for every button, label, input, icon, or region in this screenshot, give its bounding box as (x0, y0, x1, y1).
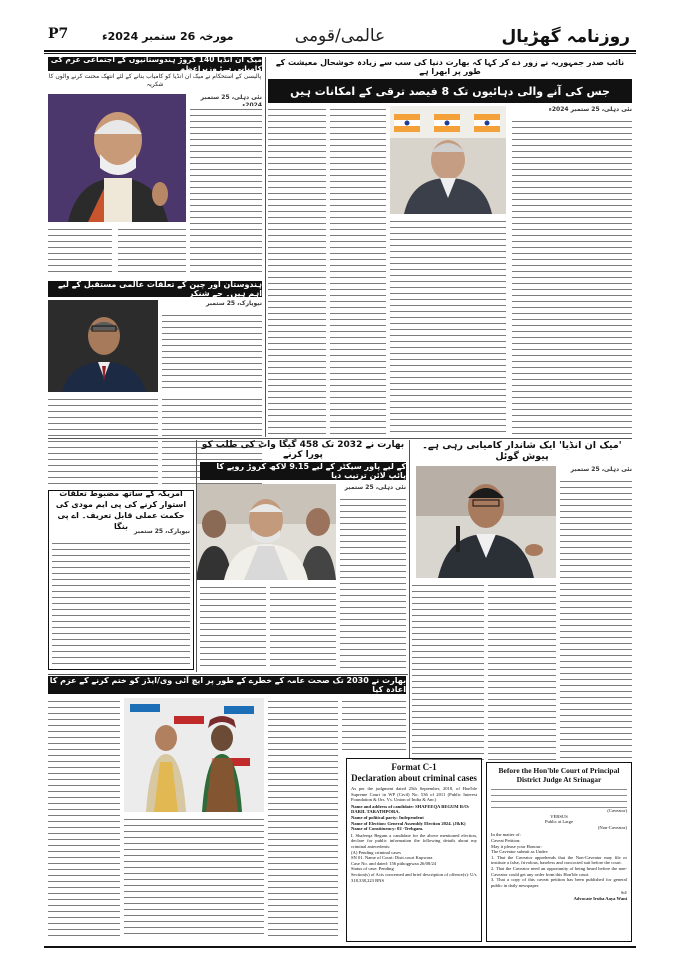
masthead (44, 24, 636, 50)
modi-column-1 (190, 106, 262, 276)
modi-photo (48, 94, 186, 222)
notice-intro: As per the judgment dated 25th September, 2018, of Hon'ble Supreme Court in WP (Civil) No. 536 of 2011 (Public Interest Foundation & Ors. Vs. Union of India & Anr.) (351, 786, 477, 803)
court-submit: The Caveator submit as Under: (491, 849, 549, 855)
page-bottom-rule (44, 946, 636, 948)
goyal-column-2 (488, 582, 556, 760)
masthead-rule-thin (44, 53, 636, 54)
power-minister-photo (196, 484, 336, 580)
goyal-dateline: نئی دہلی، 25 ستمبر (570, 466, 632, 473)
power-column-2 (270, 584, 336, 670)
newspaper-title: روزنامہ گھڑیال (501, 27, 630, 47)
criminal-declaration-notice (346, 758, 482, 942)
notice-format-title: Format C-1 (391, 762, 437, 772)
court-may: May it please your Honour: (491, 843, 542, 849)
goyal-photo (416, 466, 556, 578)
power-column-1 (340, 496, 406, 670)
goyal-column-3 (412, 582, 484, 760)
hiv-headline: بھارت نے 2030 تک صحت عامہ کے خطرے کے طور پر ایچ آئی وی/ایڈز کو ختم کرنے کے عزم کا اعادہ کیا (49, 676, 406, 694)
modi-column-3 (48, 226, 112, 276)
dhankhar-kicker: نائب صدر جمہوریہ نے زور دے کر کہا کہ بھارت دنیا کی سب سے زیادہ خوشحال معیشت کے طور پر ابھرا ہے (275, 58, 625, 76)
goyal-headline: 'میک ان انڈیا' ایک شاندار کامیابی رہی ہے۔ پیوش گوئل (422, 440, 622, 462)
column-rule (265, 57, 266, 437)
court-point-2: 2. That the Caveator need an opportunity of being heard before the non-Caveator could get any order from this Hon'ble court. (491, 865, 627, 877)
notice-pending: (A) Pending criminal cases (351, 849, 401, 855)
column-rule (196, 440, 197, 672)
section-rule (48, 438, 632, 439)
modi-subhead: پالیسی کے استحکام نے میک ان انڈیا کو کامیاب بنانے کے لئے انتھک محنت کرنے والوں کا شکریہ (48, 73, 262, 88)
hiv-column-3 (48, 698, 120, 938)
court-caveat-notice (486, 762, 632, 942)
masthead-rule (44, 50, 636, 52)
power-column-3 (200, 584, 266, 670)
section-rule (48, 674, 408, 675)
dhankhar-column-1 (512, 118, 632, 436)
notice-sno: SN 01. Name of Court: Distt.court Kupwara (351, 855, 433, 861)
notice-case: Case No. and dated: 156 pithogpwaa 26/08/24 (351, 860, 437, 866)
section-title: عالمی/قومی (294, 26, 386, 46)
court-parties-lines (491, 786, 627, 808)
court-point-3: 3. That a copy of this caveat petition has been published for general public in daily newspaper. (491, 877, 627, 888)
column-rule (409, 440, 410, 758)
dhankhar-photo (390, 106, 506, 214)
jaishankar-column-3 (48, 396, 158, 486)
modi-dateline: نئی دہلی، 25 ستمبر (200, 94, 262, 101)
notice-election: Name of Election: General Assembly Election 2024. (J&K) (351, 820, 466, 826)
notice-sections: Section(s) of Acts concerned and brief description of offence(s): U/s 318,338,223 BNS (351, 871, 477, 883)
power-dateline: نئی دہلی، 25 ستمبر (344, 484, 406, 491)
court-point-1: 1. That the Caveator apprehends that the Non-Caveator may file or institute a false, frivolous, baseless and concocted suit before the court. (491, 854, 627, 866)
hiv-column-0 (342, 698, 406, 752)
us-dateline: نیویارک، 25 ستمبر (134, 528, 190, 535)
court-caveator: (Caveator) (607, 808, 627, 813)
jaishankar-column-1 (162, 312, 262, 392)
notice-status: Status of case: Pending (351, 866, 394, 872)
us-headline: امریکہ کے ساتھ مضبوط تعلقات استوار کرنے کی پی ایم مودی کی حکمت عملی قابل تعریف۔ اے پی بنگا (55, 489, 187, 531)
notice-constituency: Name of Constituency: 02 -Trehgam. (351, 826, 424, 832)
issue-date: مورخہ 26 ستمبر 2024ء (102, 30, 234, 43)
dhankhar-column-4 (268, 106, 326, 436)
notice-party: Name of political party: Independent (351, 814, 424, 820)
power-headline-1: بھارت نے 2032 تک 458 گیگا واٹ کی طلب کو پورا کرنے (201, 440, 405, 460)
dhankhar-column-3 (330, 106, 386, 436)
hiv-column-1 (268, 698, 338, 938)
notice-body: I, Shafeeqa Begum a candidate for the above mentioned election, declare for public information the following details about my criminal antecedents: (351, 832, 477, 849)
court-title-2: District Judge At Srinagar (516, 775, 602, 784)
modi-headline: میک ان انڈیا 140 کروڑ ہندوستانیوں کے اجتماعی عزم کی کامیابی ہے: وزیراعظم (48, 57, 262, 71)
court-caveat: Caveat Petition: (491, 837, 521, 843)
jaishankar-photo (48, 300, 158, 392)
dhankhar-dateline: نئی دہلی، 25 ستمبر 2024ء (548, 106, 632, 113)
power-headline-2: کے لیے پاور سیکٹر کے لیے 9.15 لاکھ کروڑ روپے کا پائپ لائن ترتیب دیا (200, 462, 406, 480)
dhankhar-column-2 (390, 218, 506, 436)
court-advocate: Advocate Iruba Aaya Wani (573, 895, 627, 901)
court-noncaveator: (Non-Caveator) (597, 824, 627, 830)
court-public: Public at Large (545, 819, 573, 825)
jaishankar-headline: ہندوستان اور چین کے تعلقات عالمی مستقبل کے لیے اہم ہیں۔ جے شنکر (48, 281, 262, 297)
dhankhar-headline: جس کی آنے والی دہائیوں تک 8 فیصد ترقی کے امکانات ہیں (268, 79, 632, 103)
notice-candidate: Name and address of candidate: SHAFEEQA BEGUM R/O: DARIL TARATHPORA. (351, 803, 470, 815)
court-title-1: Before the Hon'ble Court of Principal (498, 766, 620, 775)
court-in-matter: In the matter of: (491, 832, 521, 838)
modi-column-2 (118, 226, 186, 276)
court-versus: VERSUS (550, 813, 568, 819)
hiv-photo (124, 698, 264, 812)
us-column (52, 540, 190, 666)
page-number: P7 (48, 26, 69, 42)
notice-declaration-title: Declaration about criminal cases (351, 773, 477, 783)
hiv-column-2 (124, 816, 264, 938)
court-sign: Sd/ (620, 890, 627, 896)
goyal-column-1 (560, 478, 632, 760)
jaishankar-dateline: نیویارک، 25 ستمبر (206, 300, 262, 307)
